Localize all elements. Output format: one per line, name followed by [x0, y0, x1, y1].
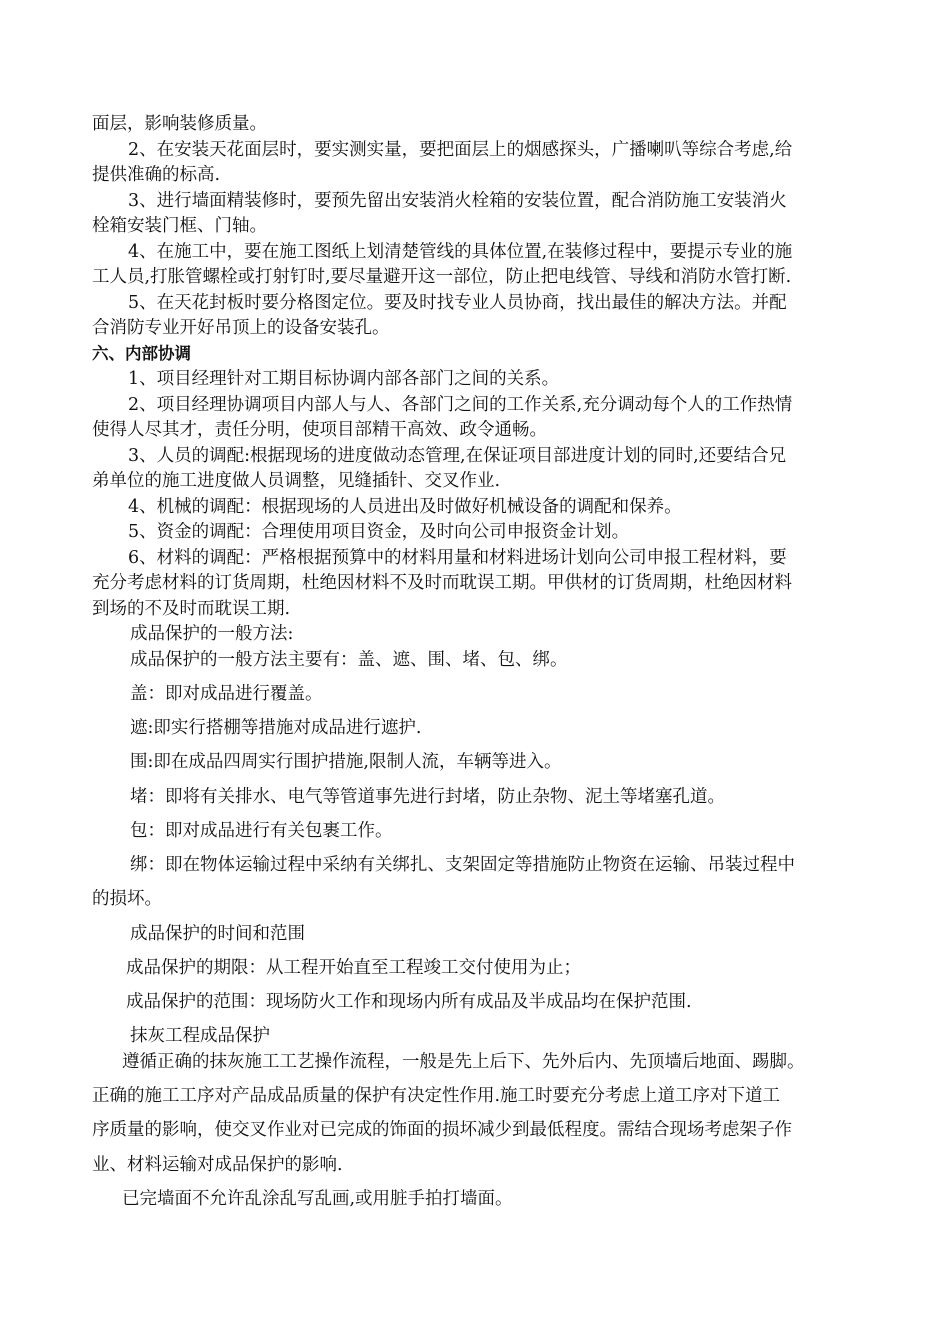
methods-summary: 成品保护的一般方法主要有：盖、遮、围、堵、包、绑。 — [130, 650, 568, 670]
list-item-2-line-2: 使得人尽其才，责任分明，使项目部精干高效、政令通畅。 — [92, 420, 547, 440]
plastering-paragraph-line-1: 遵循正确的抹灰施工工艺操作流程，一般是先上后下、先外后内、先顶墙后地面、踢脚。 — [122, 1052, 805, 1072]
list-item-5: 5、资金的调配：合理使用项目资金，及时向公司申报资金计划。 — [128, 522, 630, 542]
list-item-6-line-3: 到场的不及时而耽误工期. — [92, 599, 291, 619]
method-bind-line-2: 的损坏。 — [92, 889, 162, 909]
subsection-title: 成品保护的时间和范围 — [130, 924, 305, 944]
method-fence: 围:即在成品四周实行围护措施,限制人流，车辆等进入。 — [130, 752, 562, 772]
list-item-2-line-1: 2、项目经理协调项目内部人与人、各部门之间的工作关系,充分调动每个人的工作热情 — [128, 395, 793, 415]
list-item-4-line-2: 工人员,打胀管螺栓或打射钉时,要尽量避开这一部位，防止把电线管、导线和消防水管打断. — [92, 267, 792, 287]
subsection-title: 成品保护的一般方法: — [130, 624, 294, 644]
list-item-3-line-1: 3、人员的调配:根据现场的进度做动态管理,在保证项目部进度计划的同时,还要结合兄 — [128, 446, 787, 466]
subsection-title: 抹灰工程成品保护 — [130, 1026, 270, 1046]
plastering-paragraph-2: 已完墙面不允许乱涂乱写乱画,或用脏手拍打墙面。 — [122, 1189, 513, 1209]
list-item-5-line-1: 5、在天花封板时要分格图定位。要及时找专业人员协商，找出最佳的解决方法。并配 — [128, 293, 787, 313]
list-item-6-line-2: 充分考虑材料的订货周期，杜绝因材料不及时而耽误工期。甲供材的订货周期，杜绝因材料 — [92, 573, 792, 593]
list-item-5-line-2: 合消防专业开好吊顶上的设备安装孔。 — [92, 318, 390, 338]
list-item-3-line-2: 弟单位的施工进度做人员调整，见缝插针、交叉作业. — [92, 471, 501, 491]
list-item-1: 1、项目经理针对工期目标协调内部各部门之间的关系。 — [128, 369, 560, 389]
protection-range: 成品保护的范围：现场防火工作和现场内所有成品及半成品均在保护范围. — [126, 992, 692, 1012]
list-item-6-line-1: 6、材料的调配：严格根据预算中的材料用量和材料进场计划向公司申报工程材料，要 — [128, 548, 787, 568]
list-item-4: 4、机械的调配：根据现场的人员进出及时做好机械设备的调配和保养。 — [128, 497, 682, 517]
plastering-paragraph-line-4: 业、材料运输对成品保护的影响. — [92, 1155, 343, 1175]
method-shade: 遮:即实行搭棚等措施对成品进行遮护. — [130, 718, 422, 738]
protection-period: 成品保护的期限：从工程开始直至工程竣工交付使用为止； — [126, 958, 581, 978]
plastering-paragraph-line-3: 序质量的影响，使交叉作业对已完成的饰面的损坏减少到最低程度。需结合现场考虑架子作 — [92, 1120, 792, 1140]
paragraph-line: 面层，影响装修质量。 — [92, 114, 267, 134]
method-bind-line-1: 绑：即在物体运输过程中采纳有关绑扎、支架固定等措施防止物资在运输、吊装过程中 — [130, 855, 795, 875]
section-heading: 六、内部协调 — [92, 344, 191, 363]
method-block: 堵：即将有关排水、电气等管道事先进行封堵，防止杂物、泥土等堵塞孔道。 — [130, 787, 725, 807]
method-wrap: 包：即对成品进行有关包裹工作。 — [130, 821, 393, 841]
list-item-3-line-2: 栓箱安装门框、门轴。 — [92, 216, 267, 236]
list-item-4-line-1: 4、在施工中，要在施工图纸上划清楚管线的具体位置,在装修过程中，要提示专业的施 — [128, 242, 793, 262]
plastering-paragraph-line-2: 正确的施工工序对产品成品质量的保护有决定性作用.施工时要充分考虑上道工序对下道工 — [92, 1086, 781, 1106]
list-item-2-line-2: 提供准确的标高. — [92, 165, 221, 185]
list-item-3-line-1: 3、进行墙面精装修时，要预先留出安装消火栓箱的安装位置，配合消防施工安装消火 — [128, 191, 787, 211]
list-item-2-line-1: 2、在安装天花面层时，要实测实量，要把面层上的烟感探头，广播喇叭等综合考虑,给 — [128, 140, 793, 160]
method-cover: 盖：即对成品进行覆盖。 — [130, 684, 323, 704]
